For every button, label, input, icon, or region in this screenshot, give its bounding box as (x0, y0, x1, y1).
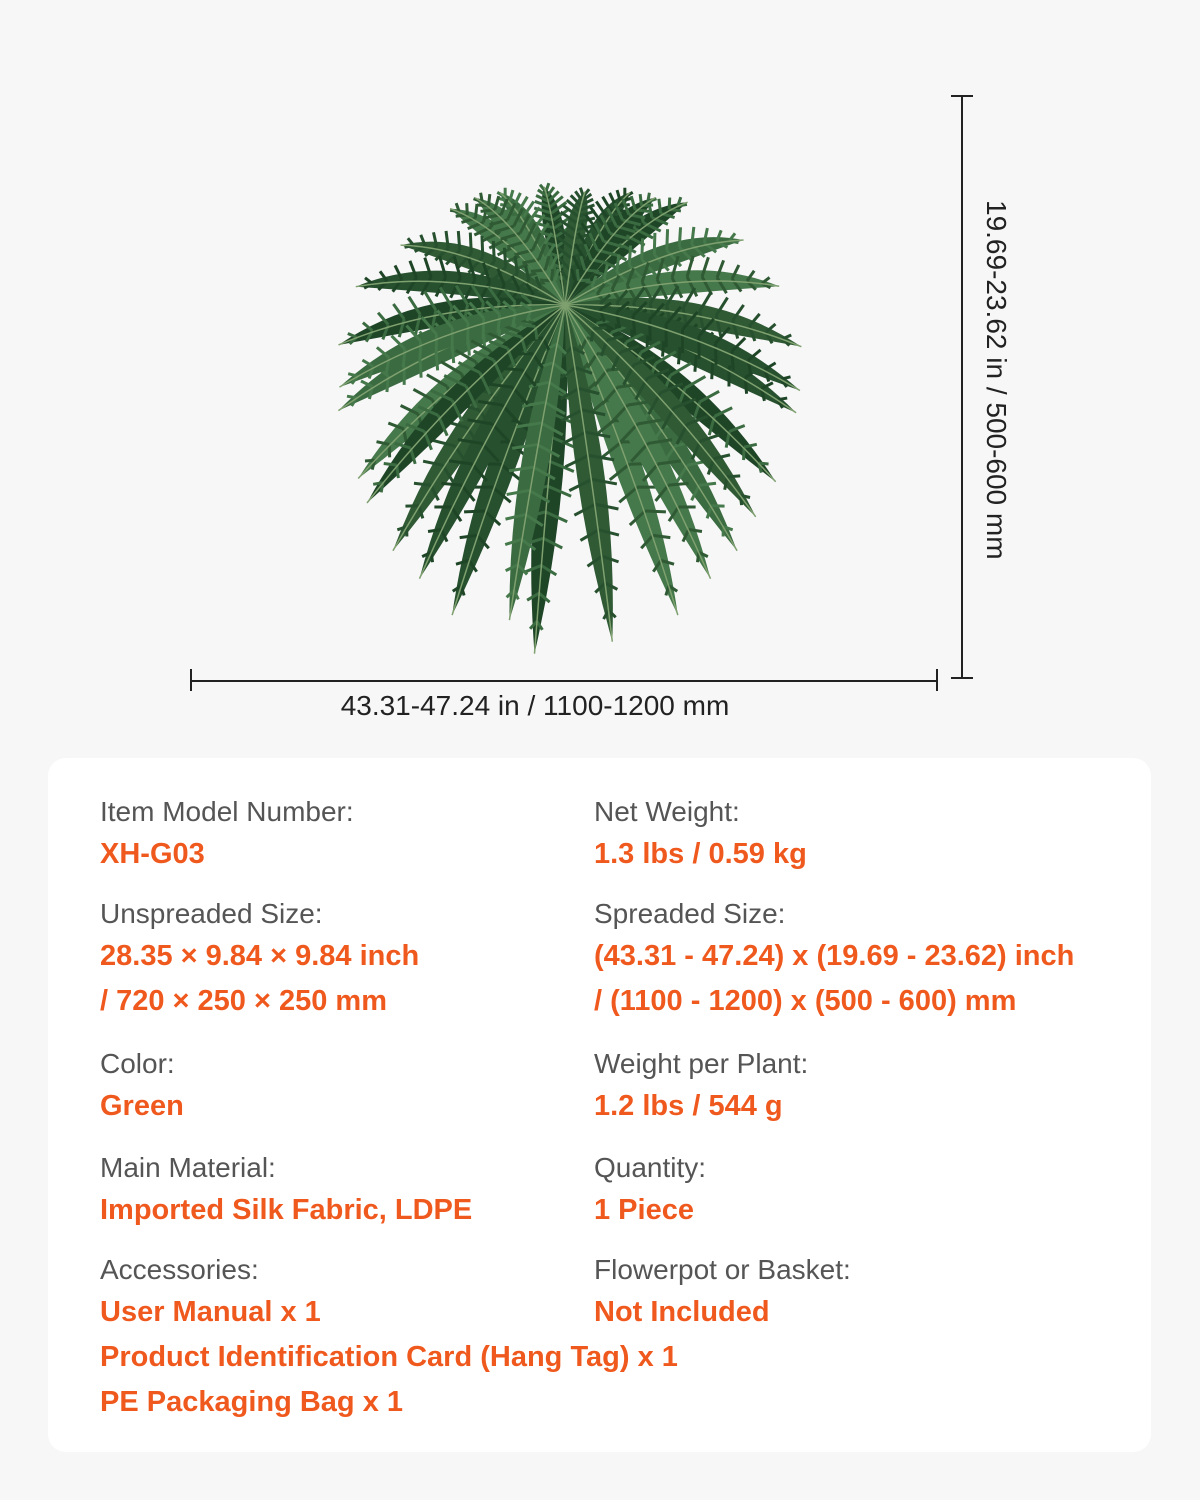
spec-spreaded-size (594, 894, 1074, 1024)
spec-flowerpot (594, 1250, 851, 1335)
fern-leaflet (428, 529, 441, 531)
spec-value-line1: (43.31 - 47.24) x (19.69 - 23.62) inch (594, 940, 1075, 972)
fern-leaflet (482, 236, 483, 257)
fern-leaflet (384, 463, 397, 465)
fern-leaflet (580, 188, 583, 197)
spec-value-line1: 28.35 × 9.84 × 9.84 inch (100, 940, 420, 972)
product-hero (0, 0, 1200, 740)
width-dimension-tick-right (936, 669, 938, 691)
spec-label: Item Model Number: (100, 796, 354, 827)
fern-leaflet (659, 199, 661, 214)
height-dimension-tick-top (951, 95, 973, 97)
spec-label: Weight per Plant: (594, 1048, 809, 1079)
fern-leaflet (715, 343, 716, 364)
fern-leaflet (498, 315, 500, 334)
height-dimension-tick-bottom (951, 677, 973, 679)
spec-model (100, 792, 354, 877)
fern-leaflet (782, 335, 791, 339)
fern-leaflet (668, 483, 688, 485)
width-dimension-line (191, 680, 938, 682)
spec-value: 1 Piece (594, 1194, 694, 1226)
fern-leaflet (504, 248, 505, 267)
spec-label: Main Material: (100, 1152, 276, 1183)
fern-leaflet (467, 203, 468, 215)
fern-leaflet (650, 319, 651, 340)
fern-leaflet (669, 198, 670, 210)
spec-value: 1.2 lbs / 544 g (594, 1090, 783, 1122)
height-dimension-label: 19.69-23.62 in / 500-600 mm (981, 200, 1012, 560)
width-dimension-label: 43.31-47.24 in / 1100-1200 mm (340, 690, 730, 721)
specifications-card (48, 758, 1151, 1452)
fern-plant-image (210, 95, 920, 670)
spec-value: Not Included (594, 1296, 770, 1328)
fern-leaflet (470, 233, 471, 254)
spec-value-line2: / 720 × 250 × 250 mm (100, 985, 387, 1017)
fern-leaflet (667, 229, 668, 250)
fern-leaflet (414, 483, 431, 485)
fern-leaflet (640, 194, 641, 206)
fern-leaflet (489, 194, 490, 206)
fern-leaflet (692, 227, 694, 245)
accessory-item: PE Packaging Bag x 1 (100, 1386, 404, 1418)
spec-value: 1.3 lbs / 0.59 kg (594, 838, 807, 870)
fern-leaflet (594, 328, 607, 329)
fern-leaflet (420, 341, 421, 362)
spec-value: Imported Silk Fabric, LDPE (100, 1194, 473, 1226)
fern-leaflet (654, 233, 655, 255)
spec-label: Unspreaded Size: (100, 898, 323, 929)
spec-value-line2: / (1100 - 1200) x (500 - 600) mm (594, 985, 1017, 1017)
spec-label: Net Weight: (594, 796, 740, 827)
fern-leaflet (778, 398, 788, 400)
fern-leaflet (464, 511, 485, 512)
spec-label: Accessories: (100, 1254, 259, 1285)
spec-accessories (100, 1250, 678, 1425)
spec-value: Green (100, 1090, 184, 1122)
spec-label: Color: (100, 1048, 175, 1079)
fern-leaflet (458, 231, 459, 250)
fern-leaflet (727, 476, 740, 477)
accessory-item: User Manual x 1 (100, 1296, 321, 1328)
spec-weight-per-plant (594, 1044, 808, 1129)
accessory-item: Product Identification Card (Hang Tag) x 1 (100, 1341, 678, 1373)
spec-color (100, 1044, 184, 1129)
fern-leaflet (483, 318, 484, 339)
fern-leaflet (552, 269, 553, 281)
width-dimension-tick-left (190, 669, 192, 691)
fern-leaflet (493, 241, 494, 262)
fern-leaflet (642, 238, 643, 259)
fern-leaflet (633, 316, 635, 335)
spec-label: Spreaded Size: (594, 898, 786, 929)
spec-main-material (100, 1148, 472, 1233)
fern-leaflet (759, 463, 769, 464)
fern-leaflet (577, 269, 578, 281)
fern-leaflet (689, 529, 702, 531)
fern-leaflet (617, 254, 619, 272)
spec-net-weight (594, 792, 807, 877)
fern-leaflet (441, 483, 461, 485)
fern-leaflet (475, 204, 477, 218)
fern-leaflet (522, 325, 535, 327)
fern-leaflet (699, 483, 716, 485)
fern-leaflet (645, 511, 666, 512)
spec-value: XH-G03 (100, 838, 205, 870)
spec-label: Flowerpot or Basket: (594, 1254, 851, 1285)
spec-quantity (594, 1148, 706, 1233)
height-dimension-line (961, 96, 963, 678)
fern-leaflet (629, 245, 630, 265)
spec-label: Quantity: (594, 1152, 707, 1183)
spec-unspreaded-size (100, 894, 419, 1024)
fern-leaflet (679, 227, 680, 247)
